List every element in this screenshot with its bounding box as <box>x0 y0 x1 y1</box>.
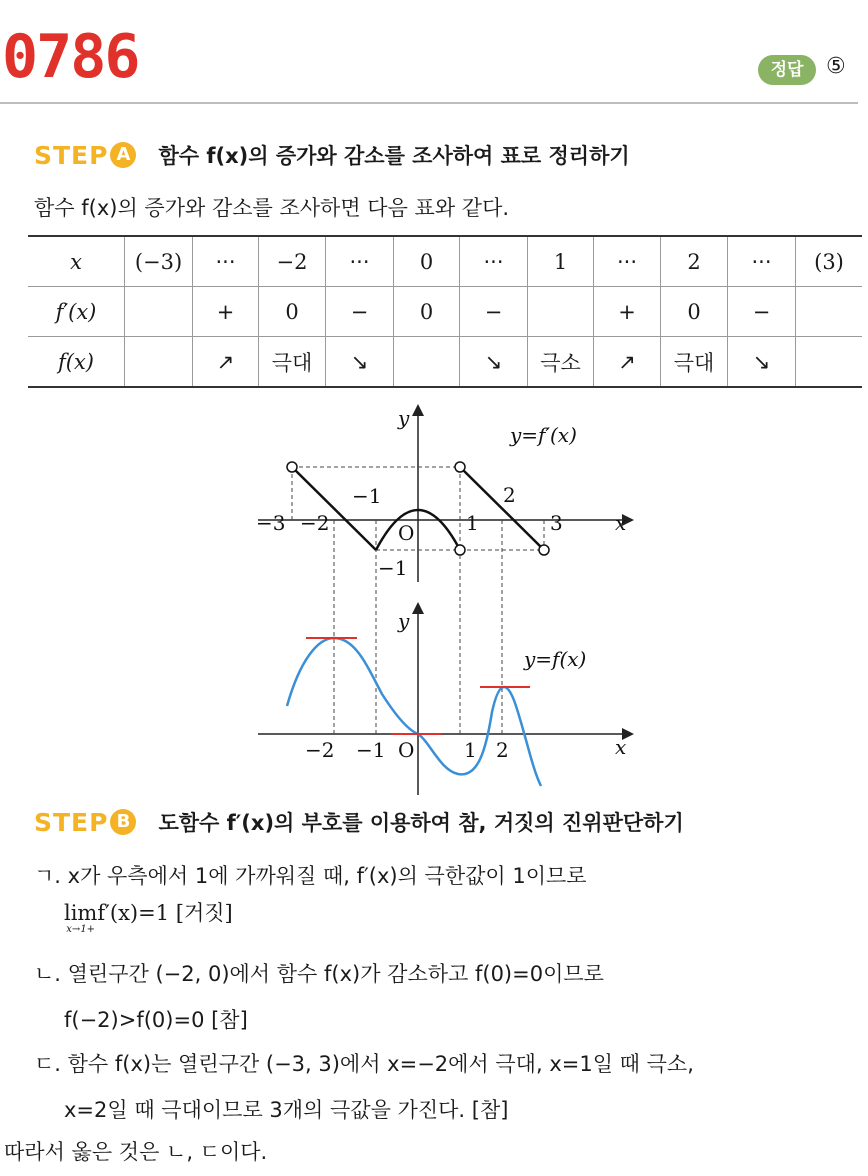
lim-expr: f′(x)=1 [거짓] <box>97 901 233 925</box>
top-y-label: y <box>398 406 410 430</box>
table-cell <box>125 337 193 388</box>
open-point <box>287 462 297 472</box>
lim-word: lim <box>64 901 98 925</box>
step-a-heading <box>34 137 630 173</box>
statement-2: ㄴ. 열린구간 (−2, 0)에서 함수 f(x)가 감소하고 f(0)=0이므로 <box>34 962 604 986</box>
table-cell: + <box>594 287 661 337</box>
header-divider <box>0 102 858 104</box>
top-origin: O <box>398 521 415 545</box>
open-point <box>539 545 549 555</box>
table-cell: 1 <box>528 236 594 287</box>
table-cell: f′(x) <box>28 287 125 337</box>
step-a-title: 함수 f(x)의 증가와 감소를 조사하여 표로 정리하기 <box>158 144 630 168</box>
bottom-origin: O <box>398 738 415 762</box>
table-cell: ··· <box>193 236 259 287</box>
bottom-x-label: x <box>615 735 627 759</box>
table-cell: 0 <box>259 287 326 337</box>
tick-label: 1 <box>466 511 479 535</box>
table-cell <box>125 287 193 337</box>
answer-badge: 정답 <box>758 55 816 85</box>
table-cell <box>796 287 863 337</box>
table-cell: ··· <box>326 236 394 287</box>
table-row-fprime <box>28 287 862 337</box>
tick-label: −1 <box>356 738 386 762</box>
tick-label: −2 <box>300 511 330 535</box>
table-cell: ··· <box>460 236 528 287</box>
limit-expression <box>64 902 233 936</box>
step-a-word: STEP <box>34 140 109 170</box>
tick-label: 1 <box>464 738 477 762</box>
table-cell: ↗ <box>594 337 661 388</box>
answer-value: ⑤ <box>826 54 846 79</box>
table-row-f <box>28 337 862 388</box>
table-cell: 0 <box>394 287 460 337</box>
table-cell: ··· <box>728 236 796 287</box>
table-cell: 2 <box>661 236 728 287</box>
tick-label: 3 <box>550 511 563 535</box>
conclusion: 따라서 옳은 것은 ㄴ, ㄷ이다. <box>4 1140 268 1164</box>
table-cell: − <box>326 287 394 337</box>
table-cell: − <box>728 287 796 337</box>
bottom-y-label: y <box>398 609 410 633</box>
step-b-title: 도함수 f′(x)의 부호를 이용하여 참, 거짓의 진위판단하기 <box>158 811 684 835</box>
tick-label: 2 <box>496 738 509 762</box>
table-cell: 0 <box>394 236 460 287</box>
table-cell: 극대 <box>661 337 728 388</box>
top-x-label: x <box>615 511 627 535</box>
table-cell: + <box>193 287 259 337</box>
open-point <box>455 462 465 472</box>
f-curve <box>287 638 541 786</box>
table-cell: −2 <box>259 236 326 287</box>
tick-label: −1 <box>378 556 408 580</box>
open-point <box>455 545 465 555</box>
tick-label: −2 <box>305 738 335 762</box>
table-cell <box>528 287 594 337</box>
statement-2-result: f(−2)>f(0)=0 [참] <box>64 1008 248 1032</box>
statement-3-result: x=2일 때 극대이므로 3개의 극값을 가진다. [참] <box>64 1098 509 1122</box>
problem-number: 0786 <box>2 22 139 92</box>
table-cell: ··· <box>594 236 661 287</box>
bottom-curve-label: y=f(x) <box>524 647 587 671</box>
table-cell <box>394 337 460 388</box>
top-curve-label: y=f′(x) <box>510 423 577 447</box>
variation-table <box>28 235 862 388</box>
table-cell: ↘ <box>460 337 528 388</box>
statement-3: ㄷ. 함수 f(x)는 열린구간 (−3, 3)에서 x=−2에서 극대, x=1일 때 극소, <box>34 1052 694 1076</box>
table-cell: ↗ <box>193 337 259 388</box>
table-cell: ↘ <box>326 337 394 388</box>
statement-1: ㄱ. x가 우측에서 1에 가까워질 때, f′(x)의 극한값이 1이므로 <box>34 864 587 888</box>
lim-subscript: x→1+ <box>66 924 96 935</box>
table-cell <box>796 337 863 388</box>
table-cell: x <box>28 236 125 287</box>
step-a-letter: A <box>110 142 136 168</box>
table-cell: 극대 <box>259 337 326 388</box>
table-row-x <box>28 236 862 287</box>
step-a-intro: 함수 f(x)의 증가와 감소를 조사하면 다음 표와 같다. <box>34 196 510 220</box>
table-cell: 극소 <box>528 337 594 388</box>
graphs-figure <box>0 395 868 800</box>
table-cell: 0 <box>661 287 728 337</box>
table-cell: − <box>460 287 528 337</box>
table-cell: ↘ <box>728 337 796 388</box>
tick-label: −3 <box>256 511 286 535</box>
header <box>0 0 868 110</box>
step-b-heading <box>34 804 684 840</box>
table-cell: (−3) <box>125 236 193 287</box>
tick-label: −1 <box>352 484 382 508</box>
step-b-letter: B <box>110 809 136 835</box>
tick-label: 2 <box>503 483 516 507</box>
table-cell: f(x) <box>28 337 125 388</box>
table-cell: (3) <box>796 236 863 287</box>
step-b-word: STEP <box>34 807 109 837</box>
